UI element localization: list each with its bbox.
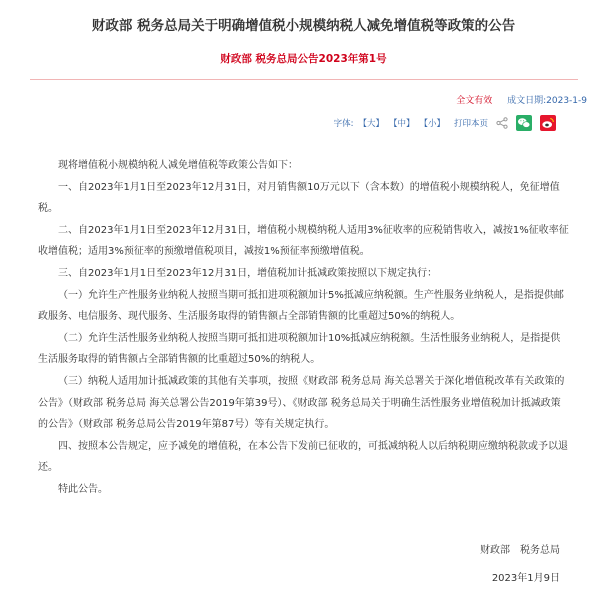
wechat-icon[interactable] xyxy=(516,115,532,131)
body-paragraph-1: 一、自2023年1月1日至2023年12月31日，对月销售额10万元以下（含本数）的增值税小规模纳税人，免征增值税。 xyxy=(38,181,560,215)
weibo-icon[interactable] xyxy=(540,115,556,131)
print-page-link[interactable]: 打印本页 xyxy=(453,119,488,129)
document-number: 财政部 税务总局公告2023年第1号 xyxy=(220,53,387,65)
issuer-signature: 财政部 税务总局 xyxy=(480,545,560,556)
announcement-body xyxy=(38,155,570,501)
font-size-large-link[interactable]: 【大】 xyxy=(358,119,384,129)
font-size-label: 字体: xyxy=(333,119,354,129)
body-paragraph-3-3: （三）纳税人适用加计抵减政策的其他有关事项，按照《财政部 税务总局 海关总署关于深化增值税改革有关政策的公告》（财政部 税务总局 海关总署公告2019年第39号）、《财政部 税务总局关于明确生活性服务业增值税加计抵减政策的公告》（财政部 税务总局公告2019年第87号）等有关规定执行。 xyxy=(38,375,565,431)
body-paragraph-closing: 特此公告。 xyxy=(58,483,108,495)
share-icon[interactable] xyxy=(496,117,508,129)
document-title: 财政部 税务总局关于明确增值税小规模纳税人减免增值税等政策的公告 xyxy=(91,18,516,34)
body-paragraph-3-2: （二）允许生活性服务业纳税人按照当期可抵扣进项税额加计10%抵减应纳税额。生活性服务业纳税人，是指提供生活服务取得的销售额占全部销售额的比重超过50%的纳税人。 xyxy=(38,332,561,366)
document-date: 成文日期:2023-1-9 xyxy=(507,96,587,106)
validity-status: 全文有效 xyxy=(456,96,493,106)
body-paragraph-4: 四、按照本公告规定，应予减免的增值税，在本公告下发前已征收的，可抵减纳税人以后纳税期应缴纳税款或予以退还。 xyxy=(38,440,568,474)
body-paragraph-3: 三、自2023年1月1日至2023年12月31日，增值税加计抵减政策按照以下规定执行： xyxy=(58,267,438,279)
body-paragraph-2: 二、自2023年1月1日至2023年12月31日，增值税小规模纳税人适用3%征收率的应税销售收入，减按1%征收率征收增值税；适用3%预征率的预缴增值税项目，减按1%预征率预缴增值税。 xyxy=(38,224,569,258)
title-divider xyxy=(30,79,578,80)
body-paragraph-3-1: （一）允许生产性服务业纳税人按照当期可抵扣进项税额加计5%抵减应纳税额。生产性服务业纳税人，是指提供邮政服务、电信服务、现代服务、生活服务取得的销售额占全部销售额的比重超过50%的纳税人。 xyxy=(38,289,564,323)
font-size-medium-link[interactable]: 【中】 xyxy=(388,119,415,129)
body-paragraph-intro: 现将增值税小规模纳税人减免增值税等政策公告如下： xyxy=(58,160,298,171)
signature-date: 2023年1月9日 xyxy=(491,573,560,584)
meta-row xyxy=(456,93,587,106)
font-size-small-link[interactable]: 【小】 xyxy=(419,119,445,129)
page-tools xyxy=(334,114,556,132)
